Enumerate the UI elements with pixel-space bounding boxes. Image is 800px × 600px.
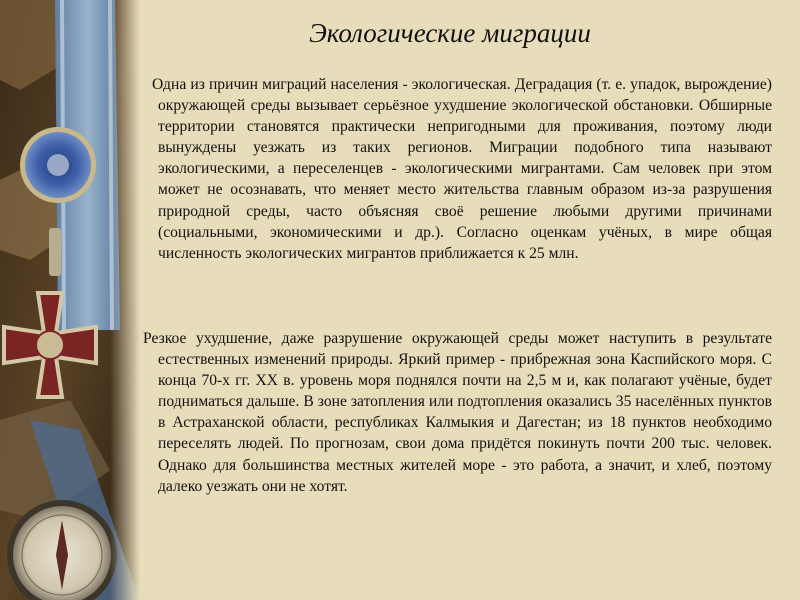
paragraph-caspian-sea: Резкое ухудшение, даже разрушение окружающей среды может наступить в результате естественных изменений природы. Яркий пример - прибрежная зона Каспийского моря. С конца 70-х гг. XX в. уровень моря поднялся почти на 2,5 м и, как полагают учёные, будет подниматься дальше. В зоне затопления или подтопления оказались 35 населённых пунктов в Астраханской области, республиках Калмыкия и Дагестан; из 18 пунктов необходимо переселять людей. По прогнозам, свои дома придётся покинуть почти 200 тыс. человек. Однако для большинства местных жителей море - это работа, а значит, и хлеб, поэтому далеко уезжать они не хотят. — [143, 330, 772, 495]
slide-title: Экологические миграции — [309, 18, 591, 48]
paragraph-ecological-migration: Одна из причин миграций населения - экологическая. Деградация (т. е. упадок, вырождение) окружающей среды вызывает серьёзное ухудшение экологической обстановки. Обширные территории становятся практически непригодными для проживания, поэтому люди вынуждены уезжать из таких регионов. Миграции подобного типа называют экологическими, а переселенцев - экологическими мигрантами. Сам человек при этом может не осознавать, что меняет место жительства главным образом из-за разрушения природной среды, часто объясняя своё решение любыми другими причинами (социальными, экономическими и др.). Согласно оценкам учёных, в мире общая численность экологических мигрантов приближается к 25 млн. — [152, 76, 772, 262]
medal-decoration-image — [0, 0, 140, 600]
